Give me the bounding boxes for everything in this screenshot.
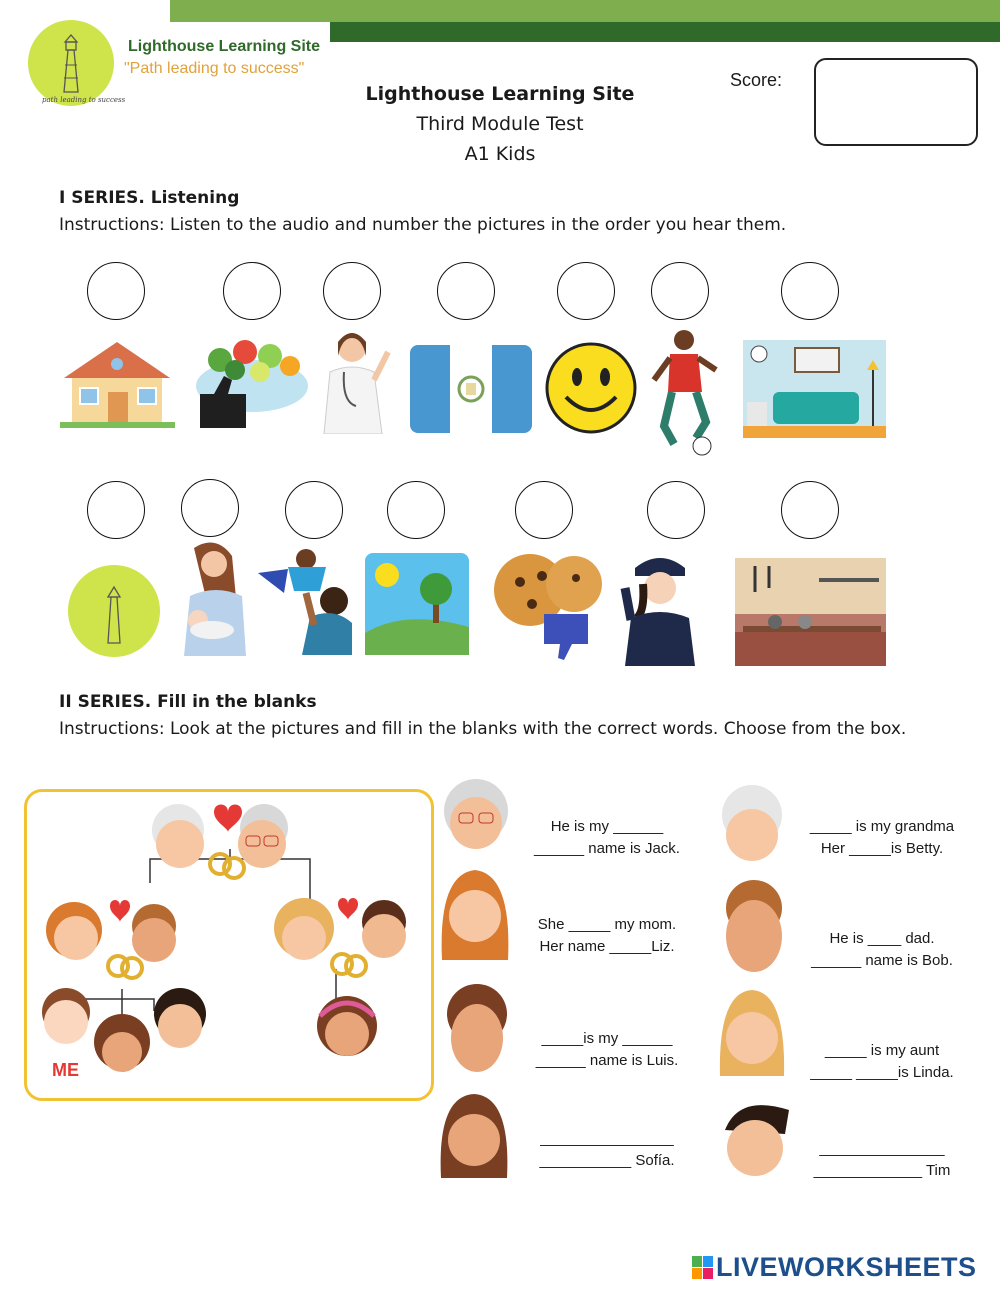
- question-3[interactable]: _____is my ______ ______ name is Luis.: [535, 1030, 679, 1069]
- sister-face: [437, 1088, 511, 1184]
- answer-circle[interactable]: [437, 262, 495, 320]
- answer-circle[interactable]: [781, 262, 839, 320]
- section2-title: II SERIES. Fill in the blanks: [59, 692, 317, 712]
- father-child-picture: [248, 545, 356, 655]
- answer-circle[interactable]: [515, 481, 573, 539]
- liveworksheets-brand[interactable]: LIVEWORKSHEETS: [716, 1252, 977, 1282]
- mom-face: [438, 864, 512, 968]
- answer-circle[interactable]: [181, 479, 239, 537]
- house-picture: [60, 336, 175, 430]
- doctor-picture: [312, 322, 394, 434]
- landscape-picture: [365, 553, 469, 655]
- section1-title: I SERIES. Listening: [59, 188, 240, 208]
- top-band-dark: [330, 22, 1000, 42]
- answer-circle[interactable]: [223, 262, 281, 320]
- cousin-tim-face: [719, 1094, 795, 1186]
- living-room-picture: [743, 340, 886, 438]
- question-8[interactable]: _______________ _____________ Tim: [813, 1140, 951, 1179]
- uncle-bob-face: [721, 880, 787, 978]
- question-2[interactable]: She _____ my mom. Her name _____Liz.: [537, 916, 677, 955]
- question-6[interactable]: He is ____ dad. ______ name is Bob.: [811, 930, 953, 969]
- question-4[interactable]: ________________ ___________ Sofía.: [539, 1130, 675, 1169]
- answer-circle[interactable]: [557, 262, 615, 320]
- question-1[interactable]: He is my ______ ______ name is Jack.: [534, 818, 680, 857]
- police-officer-picture: [615, 548, 705, 666]
- grandma-face: [719, 783, 785, 873]
- logo-tagline: "Path leading to success": [124, 60, 305, 77]
- guatemala-flag-picture: [410, 345, 532, 433]
- top-band-light: [170, 0, 1000, 22]
- kitchen-picture: [735, 558, 886, 666]
- section2-instructions: Instructions: Look at the pictures and fill in the blanks with the correct words. Choose from the box.: [59, 719, 907, 739]
- answer-circle[interactable]: [647, 481, 705, 539]
- question-7[interactable]: _____ is my aunt _____ _____is Linda.: [810, 1042, 954, 1081]
- cookies-picture: [486, 548, 612, 660]
- page-level: A1 Kids: [464, 143, 536, 165]
- smiley-picture: [544, 341, 638, 435]
- cousin-face: [314, 992, 380, 1068]
- dad-luis-face: [443, 982, 511, 1082]
- grandparents-faces: [146, 796, 296, 886]
- lighthouse-logo-picture: [66, 563, 162, 659]
- score-box[interactable]: [814, 58, 978, 146]
- salad-like-picture: [190, 330, 310, 434]
- aunt-uncle-faces: [272, 888, 412, 980]
- page-subtitle: Third Module Test: [416, 113, 584, 135]
- answer-circle[interactable]: [651, 262, 709, 320]
- grandpa-face: [441, 777, 511, 859]
- score-label: Score:: [730, 70, 783, 90]
- logo-title: Lighthouse Learning Site: [128, 38, 321, 55]
- soccer-player-picture: [650, 326, 732, 456]
- answer-circle[interactable]: [387, 481, 445, 539]
- answer-circle[interactable]: [781, 481, 839, 539]
- parents-faces: [44, 890, 190, 982]
- mother-baby-picture: [176, 538, 248, 656]
- answer-circle[interactable]: [87, 262, 145, 320]
- answer-circle[interactable]: [323, 262, 381, 320]
- answer-circle[interactable]: [87, 481, 145, 539]
- logo-mini-text: path leading to success: [42, 96, 126, 104]
- question-5[interactable]: _____ is my grandma Her _____is Betty.: [809, 818, 955, 857]
- aunt-linda-face: [716, 986, 788, 1082]
- page-title: Lighthouse Learning Site: [365, 83, 635, 105]
- me-label: ME: [52, 1060, 79, 1080]
- section1-instructions: Instructions: Listen to the audio and number the pictures in the order you hear them.: [59, 215, 787, 235]
- liveworksheets-logo-icon: [692, 1256, 714, 1280]
- answer-circle[interactable]: [285, 481, 343, 539]
